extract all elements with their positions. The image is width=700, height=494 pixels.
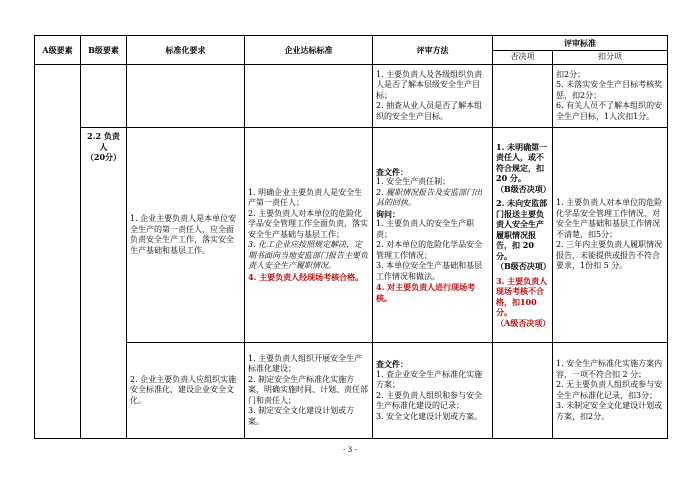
deduct-line: 1. 主要负责人对本单位的危险化学品安全管理工作情况、对安全生产基础和基层工作情况不清楚，扣5分； [556, 198, 663, 239]
deduct-cell [553, 343, 668, 439]
veto-line: （B级否决项） [496, 183, 551, 194]
col-header-a-element: A级要素 [35, 36, 81, 65]
veto-cell [493, 343, 553, 439]
standard-table [34, 35, 668, 439]
method-cell [373, 343, 493, 439]
deduct-cell [553, 65, 668, 128]
veto-cell [493, 128, 553, 343]
method-line: 2. 抽查从业人员是否了解本组织的安全生产目标。 [376, 101, 483, 121]
table-row [35, 343, 668, 439]
requirement-cell [127, 65, 245, 128]
col-header-veto: 否决项 [493, 51, 553, 65]
method-line: 2. 主要负责人组织和参与安全生产标准化建设的记录； [376, 390, 483, 410]
veto-line: 3. 主要负责人现场考核不合格，扣100 分。 [496, 275, 548, 318]
b-element-score: （20分） [85, 152, 122, 162]
b-element-cell [81, 65, 127, 128]
deduct-line: 5. 未落实安全生产目标考核奖惩，扣2分； [556, 80, 663, 100]
table-row [35, 128, 668, 343]
deduct-line: 6. 有关人员不了解本组织的安全生产目标，1人次扣1分。 [556, 101, 663, 121]
a-element-cell [35, 65, 81, 439]
veto-line: 1. 未明确第一责任人，或不符合规定，扣 20 分。 [496, 141, 548, 184]
veto-line: （A级否决项） [496, 317, 551, 328]
col-header-standard-requirement: 标准化要求 [127, 36, 245, 65]
method-line: 询问： [376, 208, 400, 219]
standard-cell [245, 343, 373, 439]
standard-line: 3. 制定安全文化建设计划或方案。 [248, 406, 355, 426]
method-cell [373, 65, 493, 128]
requirement-cell: 2. 企业主要负责人应组织实施安全标准化，建设企业安全文化。 [127, 343, 245, 439]
method-line: 查文件： [376, 166, 408, 177]
table-row [35, 65, 668, 128]
standard-line: 4. 主要负责人经现场考核合格。 [248, 271, 364, 282]
standard-cell [245, 65, 373, 128]
deduct-line: 1. 安全生产标准化实施方案内容，一项不符合扣 2 分； [556, 359, 663, 379]
b-element-label: 2.2 负责人 [87, 131, 120, 152]
method-line: 1. 主要负责人及各级组织负责人是否了解本层级安全生产目标； [376, 69, 483, 100]
col-header-review-method: 评审方法 [373, 36, 493, 65]
deduct-cell [553, 128, 668, 343]
deduct-line: 扣2分； [556, 69, 586, 79]
standard-line: 2. 制定安全生产标准化实施方案，明确实施时间、计划、责任部门和责任人； [248, 374, 368, 405]
veto-line: （B级否决项） [496, 261, 551, 272]
standard-line: 1. 主要负责人组织开展安全生产标准化建设； [248, 353, 363, 374]
col-header-review-criteria: 评审标准 [493, 36, 668, 51]
standard-cell [245, 128, 373, 343]
veto-line: 2. 未向安监部门报送主要负责人安全生产履职情况报告，扣 20 分。 [496, 198, 548, 261]
deduct-line: 2. 三年内主要负责人履职情况报告，未能提供或报告不符合要求，1份扣 5 分。 [556, 240, 663, 271]
method-cell [373, 128, 493, 343]
b-element-22-cell [81, 128, 127, 439]
method-line: 3. 安全文化建设计划或方案。 [376, 411, 483, 421]
requirement-cell: 1. 企业主要负责人是本单位安全生产的第一责任人，应全面负责安全生产工作，落实安全生产基础和基层工作。 [127, 128, 245, 343]
col-header-enterprise-standard: 企业达标标准 [245, 36, 373, 65]
method-line: 2. 对本单位的危险化学品安全管理工作情况； [376, 240, 483, 260]
deduct-line: 3. 未制定安全文化建设计划或方案，扣2分。 [556, 401, 663, 421]
method-line: 3. 本单位安全生产基础和基层工作情况和做法。 [376, 261, 483, 281]
standard-line: 2. 主要负责人对本单位的危险化学品安全管理工作全面负责，落实安全生产基础与基层工作； [248, 208, 368, 239]
veto-cell [493, 65, 553, 128]
standard-line: 1. 明确企业主要负责人是安全生产第一责任人； [248, 187, 363, 208]
col-header-deduct: 扣分项 [553, 51, 668, 65]
method-line: 1. 安全生产责任制； [376, 177, 451, 187]
page-number: - 3 - [343, 446, 357, 454]
method-line: 1. 查企业安全生产标准化实施方案； [376, 369, 483, 389]
method-line: 1. 主要负责人的安全生产职责； [376, 219, 475, 239]
method-line: 查文件： [376, 359, 408, 369]
col-header-b-element: B级要素 [81, 36, 127, 65]
method-line: 4. 对主要负责人进行现场考核。 [376, 282, 476, 303]
standard-line: 3. 化工企业应按照规定解决，定期书面向当地安监部门报告主要负责人安全生产履职情况。 [248, 240, 368, 271]
deduct-line: 2. 无主要负责人组织或参与安全生产标准化记录，扣3分； [556, 380, 663, 400]
method-line: 2. 履职情况报告及安监部门出具的回执。 [376, 187, 483, 208]
